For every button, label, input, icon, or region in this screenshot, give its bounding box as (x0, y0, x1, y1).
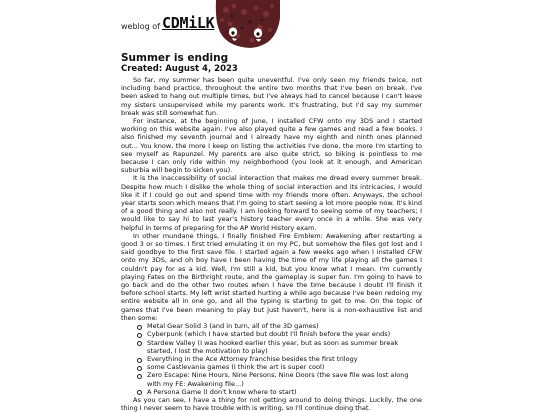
crochet-mascot-image (212, 0, 284, 50)
post-date: Created: August 4, 2023 (121, 64, 238, 74)
list-item: Metal Gear Solid 3 (and in turn, all of the 3D games) (147, 322, 422, 330)
post-paragraph: As you can see, I have a thing for not getting around to doing things. Luckily, the one thing I never seem to have trouble with is writing, so I'll continue doing that. (121, 395, 422, 412)
list-item: Zero Escape: Nine Hours, Nine Persons, Nine Doors (the save file was lost along with my FE: Awakening file...) (147, 371, 422, 387)
list-item: A Persona Game (I don't know where to start) (147, 388, 422, 396)
games-list (121, 322, 422, 396)
list-item: some Castlevania games (I think the art is super cool) (147, 363, 422, 371)
post-paragraph: So far, my summer has been quite uneventful. I've only seen my friends twice, not including band practice, throughout the entire two months that I've been on break. I've been asked to hang out multiple times, but I've always had to cancel because I can't leave my sisters unsupervised while my parents work. It's frustrating, but I'd say my summer break was still somewhat fun. (121, 76, 422, 117)
post-body (121, 76, 422, 412)
list-item: Cyberpunk (which I have started but doubt I'll finish before the year ends) (147, 330, 422, 338)
list-item: Everything in the Ace Attorney franchise besides the first trilogy (147, 355, 422, 363)
post-title: Summer is ending (121, 52, 229, 64)
weblog-of-label: weblog of (121, 22, 160, 31)
blog-post (121, 52, 422, 412)
list-item: Stardew Valley (I was hooked earlier this year, but as soon as summer break started, I lost the motivation to play) (147, 339, 422, 355)
post-paragraph: For instance, at the beginning of June, I installed CFW onto my 3DS and I started working on this website again. I've also played quite a few games and read a few books. I also finished my seventh journal and I already have my eighth and ninth ones planned out... You know, the more I keep on listing the activities I've done, the more I'm starting to see myself as Rapunzel. My parents are also quite strict, so biking is pointless to me because I can only ride within my neighborhood (you look at it enough, and American suburbia will begin to sicken you). (121, 117, 422, 175)
site-name-link[interactable]: CDMiLK (162, 14, 215, 32)
post-paragraph: In other mundane things, I finally finished Fire Emblem: Awakening after restarting a good 3 or so times. I first tried emulating it on my PC, but somehow the files got lost and I said goodbye to the first save file. I started again a few weeks ago when I installed CFW onto my 3DS, and oh boy have I been having the time of my life playing all the games I couldn't pay for as a kid. Well, I'm still a kid, but you know what I mean. I'm currently playing Fates on the Birthright route, and the gameplay is super fun. I'm going to have to go back and do the other two routes when I have the time because I doubt I'll finish it before school starts. My left wrist started hurting a while ago because I've been redoing my entire website all in one go, and all the typing is starting to get to me. On the topic of games that I've been meaning to play but just haven't, here is a non-exhaustive list and then some: (121, 231, 422, 322)
post-paragraph: It is the inaccessibility of social interaction that makes me dread every summer break. Despite how much I dislike the whole thing of social interaction and its intricacies, I would like it if I could go out and spend time with my friends more often. Anyways, the school year starts soon which means that I'm going to start seeing a lot more people now. It's kind of a good thing and also not really. I am looking forward to seeing some of my teachers; I would like to say hi to last year's history teacher every once in a while. She was very helpful in terms of preparing for the AP World History exam. (121, 174, 422, 232)
site-header (0, 0, 540, 46)
